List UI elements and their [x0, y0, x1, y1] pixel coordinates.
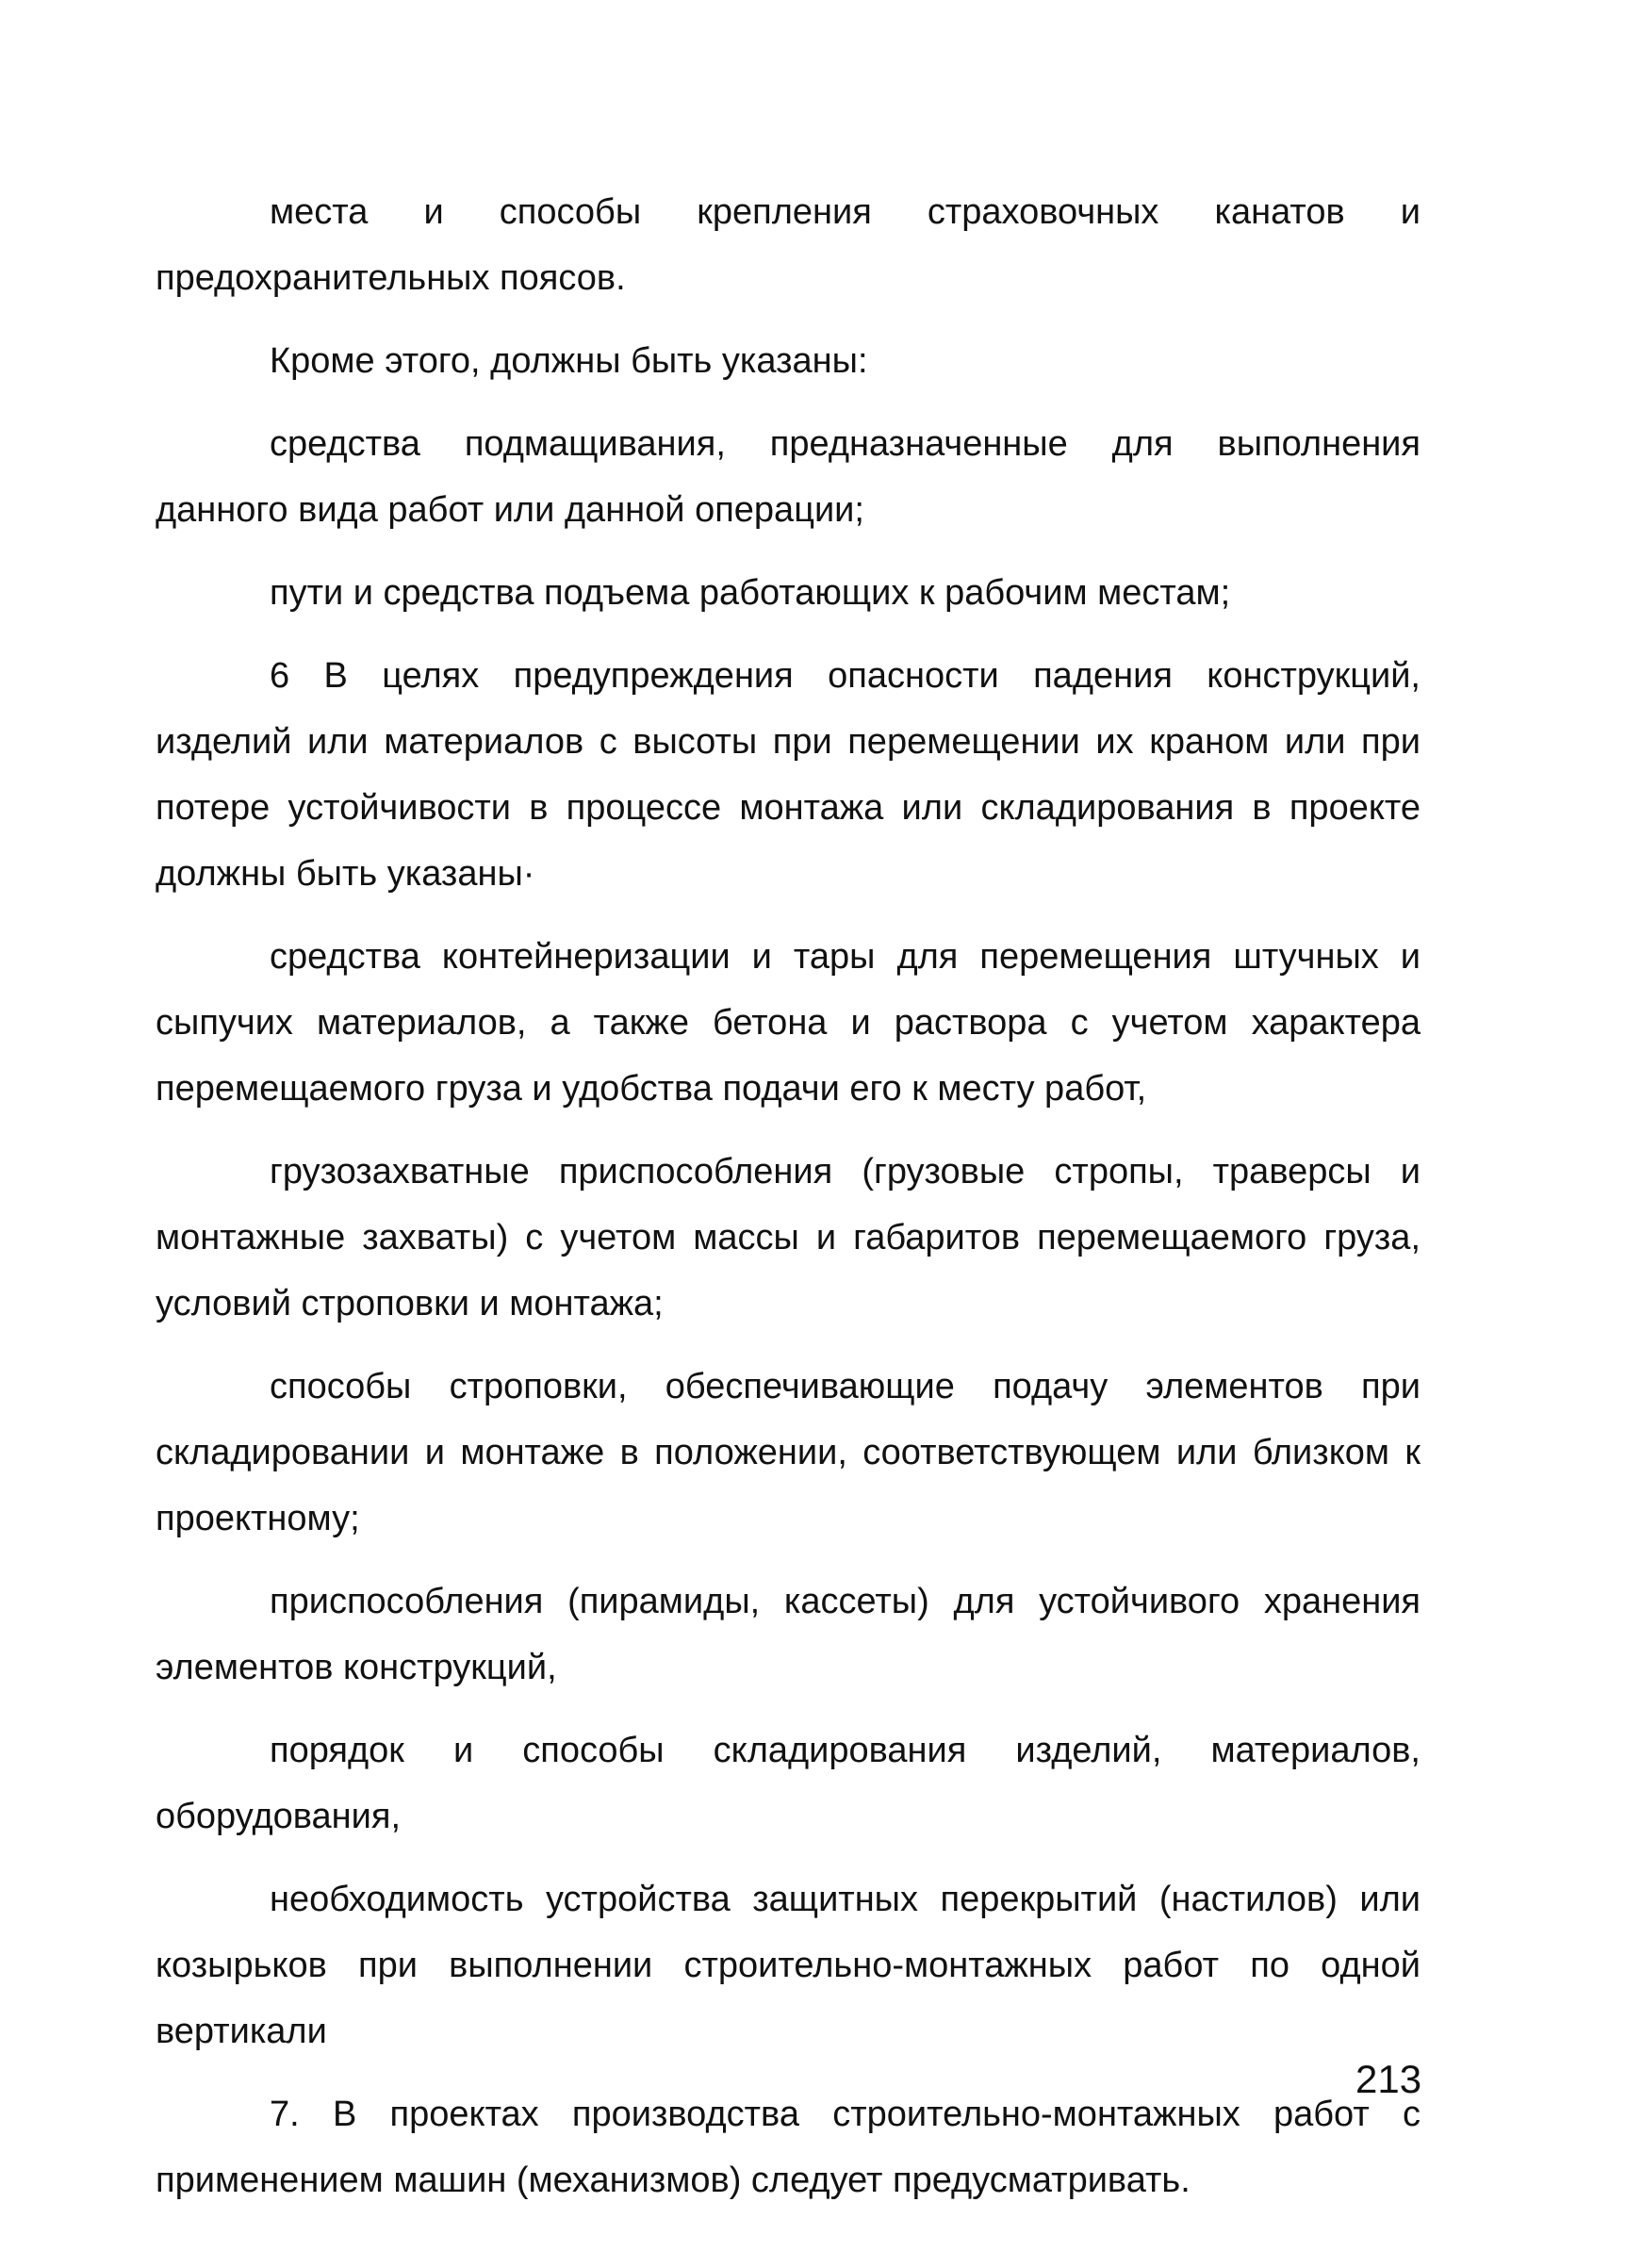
document-page — [156, 179, 1421, 2230]
page-number: 213 — [1355, 2057, 1422, 2101]
paragraph-item-7: 7. В проектах производства строительно-монтажных работ с применением машин (механизмов) следует предусматривать. — [156, 2095, 1421, 2200]
paragraph-containers: средства контейнеризации и тары для перемещения штучных и сыпучих материалов, а также бетона и раствора с учетом характера перемещаемого груза и удобства подачи его к месту работ, — [156, 937, 1421, 1109]
paragraph-access-routes: пути и средства подъема работающих к рабочим местам; — [270, 573, 1231, 613]
paragraph-lifting-devices: грузозахватные приспособления (грузовые стропы, траверсы и монтажные захваты) с учетом массы и габаритов перемещаемого груза, условий строповки и монтажа; — [156, 1152, 1421, 1323]
paragraph-scaffolding: средства подмащивания, предназначенные для выполнения данного вида работ или данной операции; — [156, 424, 1421, 530]
paragraph-item-6: 6 В целях предупреждения опасности падения конструкций, изделий или материалов с высоты при перемещении их краном или при потере устойчивости в процессе монтажа или складирования в проекте должны быть указаны· — [156, 656, 1421, 894]
paragraph-safety-ropes: места и способы крепления страховочных канатов и предохранительных поясов. — [156, 192, 1421, 298]
paragraph-storage-fixtures: приспособления (пирамиды, кассеты) для устойчивого хранения элементов конструкций, — [156, 1582, 1421, 1687]
paragraph-slinging-methods: способы строповки, обеспечивающие подачу элементов при складировании и монтаже в положении, соответствующем или близком к проектному; — [156, 1367, 1421, 1538]
paragraph-also-specified: Кроме этого, должны быть указаны: — [270, 341, 868, 381]
paragraph-protective-covers: необходимость устройства защитных перекрытий (настилов) или козырьков при выполнении строительно-монтажных работ по одной вертикали — [156, 1880, 1421, 2051]
paragraph-storage-order: порядок и способы складирования изделий, материалов, оборудования, — [156, 1731, 1421, 1836]
